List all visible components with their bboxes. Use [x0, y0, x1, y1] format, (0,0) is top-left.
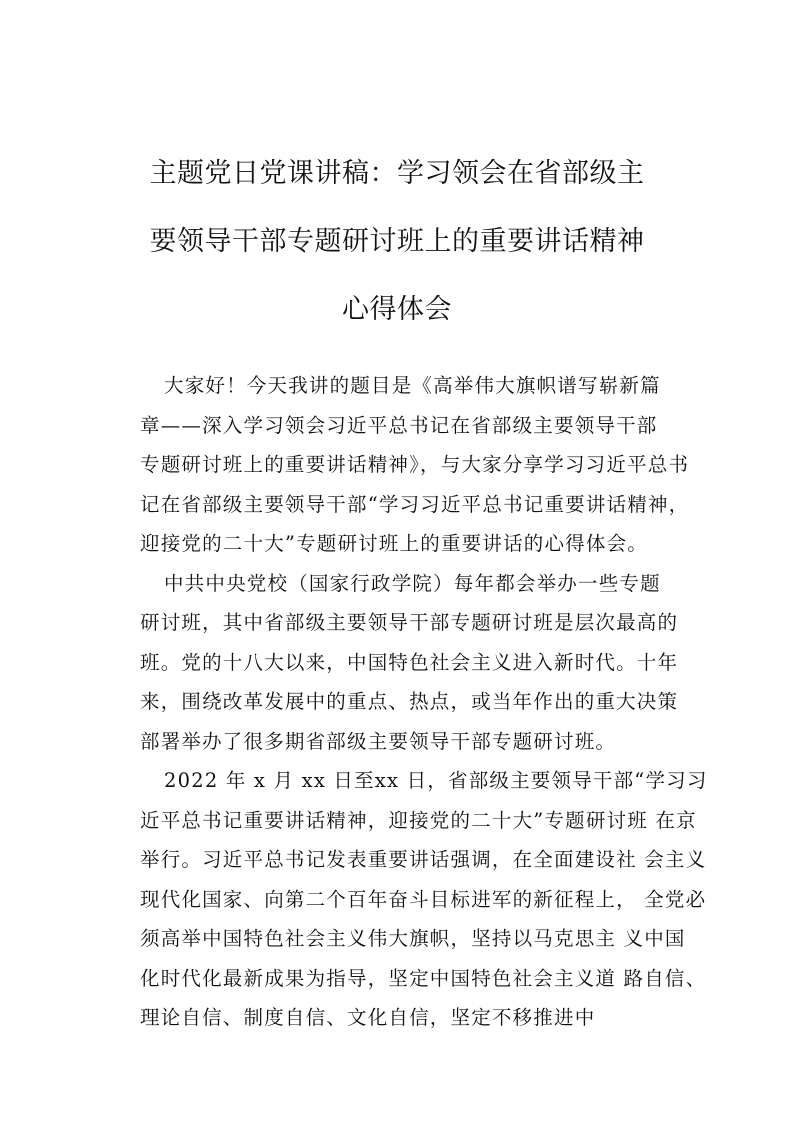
paragraph-1-line: 迎接党的二十大”专题研讨班上的重要讲话的心得体会。 — [140, 532, 648, 555]
paragraph-1-line: 记在省部级主要领导干部“学习习近平总书记重要讲话精神， — [140, 492, 690, 516]
title-line-1: 主题党日党课讲稿：学习领会在省部级主 — [149, 158, 645, 189]
paragraph-2-line: 中共中央党校（国家行政学院）每年都会举办一些专题 — [164, 571, 661, 595]
paragraph-1-line: 章——深入学习领会习近平总书记在省部级主要领导干部 — [140, 413, 658, 437]
title-line-3: 心得体会 — [342, 294, 452, 325]
paragraph-3-line: 举行。习近平总书记发表重要讲话强调，在全面建设社 会主义 — [140, 848, 707, 871]
paragraph-2-line: 研讨班，其中省部级主要领导干部专题研讨班是层次最高的 — [140, 611, 679, 634]
paragraph-1-line: 专题研讨班上的重要讲话精神》，与大家分享学习习近平总书 — [140, 453, 690, 476]
paragraph-2-line: 班。党的十八大以来，中国特色社会主义进入新时代。十年 — [140, 650, 679, 674]
paragraph-1-line: 大家好！今天我讲的题目是《高举伟大旗帜谱写崭新篇 — [164, 374, 661, 397]
title-line-2: 要领导干部专题研讨班上的重要讲话精神 — [149, 226, 645, 257]
paragraph-3-line: 现代化国家、向第二个百年奋斗目标进军的新征程上， 全党必 — [140, 887, 707, 911]
paragraph-2-line: 部署举办了很多期省部级主要领导干部专题研讨班。 — [140, 729, 617, 753]
paragraph-3-line: 须高举中国特色社会主义伟大旗帜，坚持以马克思主 义中国 — [140, 927, 686, 950]
document-title — [100, 140, 694, 344]
document-body — [140, 366, 708, 1038]
paragraph-3-line: 化时代化最新成果为指导，坚定中国特色社会主义道 路自信、 — [140, 966, 707, 990]
paragraph-2-line: 来，围绕改革发展中的重点、热点，或当年作出的重大决策 — [140, 690, 679, 713]
paragraph-3-line: 2022 年 x 月 xx 日至xx 日，省部级主要领导干部“学习习 — [164, 769, 708, 792]
paragraph-3-line: 理论自信、制度自信、文化自信，坚定不移推进中 — [140, 1006, 596, 1029]
paragraph-3-line: 近平总书记重要讲话精神，迎接党的二十大”专题研讨班 在京 — [140, 808, 697, 832]
